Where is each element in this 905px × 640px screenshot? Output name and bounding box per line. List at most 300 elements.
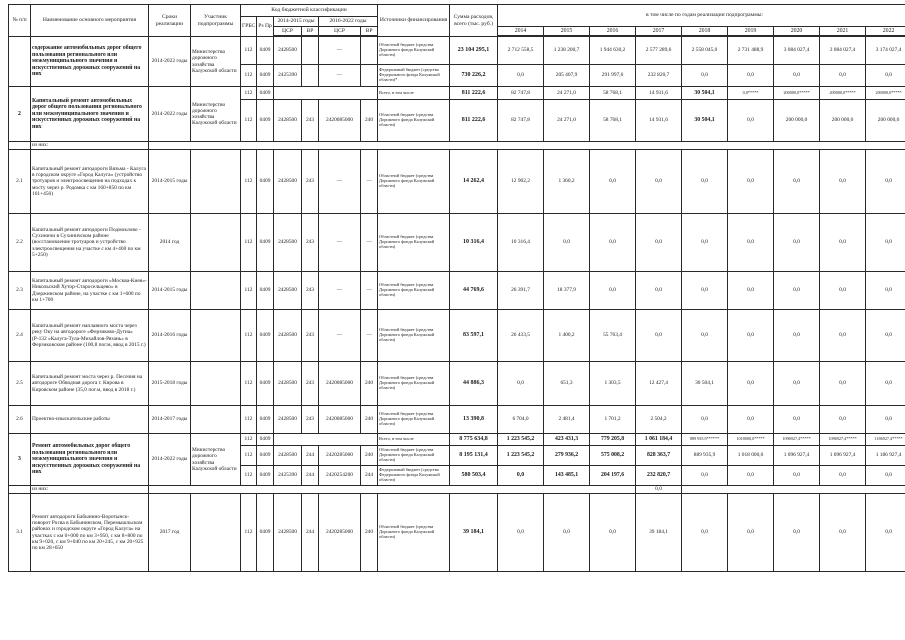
cell-grbs: 112 — [241, 272, 257, 310]
cell-year-value: 0,0 — [774, 214, 820, 272]
cell-year-value: 1 360,2 — [544, 150, 590, 214]
cell-grbs: 112 — [241, 434, 257, 446]
cell-year-value: 0,0 — [728, 65, 774, 87]
row-name: Проектно-изыскательские работы — [31, 406, 149, 434]
cell-source: Всего, в том числе — [378, 87, 450, 100]
header-period: Сроки реализации — [149, 5, 191, 37]
cell-total: 39 184,1 — [450, 494, 498, 572]
cell-year-value: 1096927,4***** — [774, 434, 820, 446]
cell-csr: 2428500 — [274, 214, 302, 272]
cell-year-value: 0,0 — [866, 272, 905, 310]
row-participant — [191, 272, 241, 310]
header-year: 2016 — [590, 27, 636, 36]
cell-year-value: 1186927,4***** — [866, 434, 905, 446]
cell-total: 811 222,6 — [450, 87, 498, 100]
cell-year-value: 26 391,7 — [498, 272, 544, 310]
cell-total: 44 769,6 — [450, 272, 498, 310]
cell-year-value: 82 747,8 — [498, 100, 544, 142]
row-period: 2014-2022 годы — [149, 37, 191, 87]
cell-year-value: 0,0 — [866, 65, 905, 87]
cell-csr: 2428500 — [274, 37, 302, 65]
cell-csr: 2420285000 — [319, 494, 361, 572]
cell-year-value: 0,0 — [728, 272, 774, 310]
cell-vr: 243 — [302, 406, 319, 434]
cell-rzpr: 0409 — [257, 446, 274, 466]
cell-rzpr: 0409 — [257, 87, 274, 100]
row-period: 2014 год — [149, 214, 191, 272]
cell-total: 811 222,6 — [450, 100, 498, 142]
cell-year-value: 0,0 — [728, 310, 774, 362]
cell-csr: 2420285000 — [319, 446, 361, 466]
row-participant — [191, 406, 241, 434]
row-participant — [191, 362, 241, 406]
cell-csr: 2428500 — [274, 446, 302, 466]
header-year: 2019 — [728, 27, 774, 36]
row-name: Капитальный ремонт моста через р. Песочня на автодороге Обводная дорога г. Кирова в Кировском районе (35,0 пог.м, ввод в 2018 г.) — [31, 362, 149, 406]
cell-year-value: 200000,0***** — [820, 87, 866, 100]
cell-source: Федеральный бюджет (средства Федерального фонда Калужской области)* — [378, 65, 450, 87]
cell-grbs: 112 — [241, 446, 257, 466]
cell-year-value: 291 997,6 — [590, 65, 636, 87]
cell-source: Областной бюджет (средства Дорожного фонда Калужской области) — [378, 272, 450, 310]
row-num: 2.6 — [9, 406, 31, 434]
cell-year-value: 0,0 — [682, 65, 728, 87]
cell-source: Областной бюджет (средства Дорожного фонда Калужской области) — [378, 406, 450, 434]
cell-year-value: 24 271,0 — [544, 87, 590, 100]
cell-source: Всего, в том числе — [378, 434, 450, 446]
cell-source: Областной бюджет (средства Дорожного фонда Калужской области) — [378, 446, 450, 466]
cell-year-value: 779 205,8 — [590, 434, 636, 446]
header-period-2014-2015: 2014-2015 годы — [274, 17, 319, 27]
cell-vr: 240 — [361, 100, 378, 142]
cell-csr: 2428500 — [274, 150, 302, 214]
cell-year-value: 1 223 545,2 — [498, 446, 544, 466]
header-rzpr: Рз Пр — [257, 17, 274, 37]
cell-year-value: 200000,0***** — [866, 87, 905, 100]
cell-year-value: 3 084 027,4 — [820, 37, 866, 65]
cell-empty — [274, 87, 378, 100]
cell-vr: — — [361, 272, 378, 310]
cell-year-value: 0,0 — [544, 494, 590, 572]
cell-year-value: 0,0 — [774, 406, 820, 434]
row-period: 2015-2018 годы — [149, 362, 191, 406]
cell-year-value: 1018000,0***** — [728, 434, 774, 446]
cell-year-value: 0,0 — [590, 272, 636, 310]
cell-year-value: 1 238 200,7 — [544, 37, 590, 65]
program-table-page — [8, 4, 901, 634]
cell-source: Областной бюджет (средства Дорожного фонда Калужской области) — [378, 150, 450, 214]
row-period: 2014-2015 годы — [149, 150, 191, 214]
cell-year-value: 26 433,5 — [498, 310, 544, 362]
row-subheading: из них: — [31, 142, 149, 150]
cell-year-value: 2 481,4 — [544, 406, 590, 434]
cell-year-value: 0,0 — [682, 406, 728, 434]
cell-year-value: 889 935,9****** — [682, 434, 728, 446]
cell-rzpr: 0409 — [257, 310, 274, 362]
header-participant: Участник подпрограммы — [191, 5, 241, 37]
cell-csr: 2420085000 — [319, 406, 361, 434]
cell-year-value: 39 184,1 — [636, 494, 682, 572]
cell-total: 580 503,4 — [450, 466, 498, 486]
row-num — [9, 37, 31, 87]
cell-year-value: 1 061 184,4 — [636, 434, 682, 446]
cell-empty — [149, 142, 905, 150]
table-row — [9, 150, 905, 214]
cell-csr: 2420254200 — [319, 466, 361, 486]
cell-csr: 2420085000 — [319, 362, 361, 406]
cell-vr: 240 — [361, 406, 378, 434]
cell-year-value: 0,0 — [590, 494, 636, 572]
cell-year-value: 1 400,2 — [544, 310, 590, 362]
cell-empty — [682, 486, 905, 494]
cell-source: Областной бюджет (средства Дорожного фонда Калужской области) — [378, 362, 450, 406]
cell-year-value: 0,0 — [728, 466, 774, 486]
row-name: Капитальный ремонт автодороги «Москва-Киев»-Никольский Хутор-Старосельцево» в Дзержинском районе, на участке с км 1+600 по км 1+700 — [31, 272, 149, 310]
cell-year-value: 10 316,4 — [498, 214, 544, 272]
cell-year-value: 0,0 — [682, 310, 728, 362]
cell-vr: 243 — [302, 310, 319, 362]
row-name: Капитальный ремонт автодороги Подмоклово - Сухиничи в Сухиничском районе (восстановление тротуаров и устройство электроосвещения на участке с км 4+400 по км 5+250) — [31, 214, 149, 272]
cell-rzpr: 0409 — [257, 494, 274, 572]
cell-year-value: 205 407,9 — [544, 65, 590, 87]
cell-grbs: 112 — [241, 310, 257, 362]
cell-total: 14 262,4 — [450, 150, 498, 214]
cell-year-value: 3 174 027,4 — [866, 37, 905, 65]
cell-year-value: 1 701,2 — [590, 406, 636, 434]
cell-vr: 244 — [302, 446, 319, 466]
cell-year-value: 0,0 — [866, 406, 905, 434]
cell-year-value: 82 747,8 — [498, 87, 544, 100]
cell-csr: 2428500 — [274, 406, 302, 434]
cell-year-value: 200 000,0 — [774, 100, 820, 142]
cell-csr: — — [319, 37, 361, 65]
cell-year-value: 3 084 027,4 — [774, 37, 820, 65]
cell-year-value: 0,0 — [820, 150, 866, 214]
cell-year-value: 0,0 — [774, 65, 820, 87]
row-num: 2.2 — [9, 214, 31, 272]
cell-total: 23 104 295,1 — [450, 37, 498, 65]
header-year: 2017 — [636, 27, 682, 36]
cell-total: 13 390,8 — [450, 406, 498, 434]
table-row — [9, 362, 905, 406]
cell-vr: 240 — [361, 446, 378, 466]
cell-year-value: 1 018 000,0 — [728, 446, 774, 466]
row-name: Капитальный ремонт автомобильных дорог общего пользования регионального или межмуниципального значения и искусственных дорожных сооружений на них — [31, 87, 149, 142]
cell-year-value: 1 303,5 — [590, 362, 636, 406]
cell-csr: — — [319, 150, 361, 214]
header-sources: Источники финансирования — [378, 5, 450, 37]
cell-grbs: 112 — [241, 362, 257, 406]
cell-grbs: 112 — [241, 494, 257, 572]
header-total: Сумма расходов, всего (тыс. руб.) — [450, 5, 498, 37]
row-name: Ремонт автомобильных дорог общего пользования регионального или межмуниципального значения и искусственных дорожных сооружений на них — [31, 434, 149, 486]
cell-vr: 244 — [302, 466, 319, 486]
header-grbs: ГРБС — [241, 17, 257, 37]
cell-year-value: 0,0 — [820, 494, 866, 572]
cell-year-value: 0,0 — [820, 310, 866, 362]
cell-year-value: 0,0 — [820, 406, 866, 434]
table-row — [9, 272, 905, 310]
budget-table — [8, 4, 905, 572]
cell-year-value: 0,0***** — [728, 87, 774, 100]
cell-csr: 2428500 — [274, 310, 302, 362]
row-period: 2017 год — [149, 494, 191, 572]
cell-csr: 2425390 — [274, 466, 302, 486]
header-vr-1: ВР — [302, 27, 319, 36]
row-num: 2.5 — [9, 362, 31, 406]
cell-year-value: 889 935,9 — [682, 446, 728, 466]
cell-vr: 243 — [302, 214, 319, 272]
cell-rzpr: 0409 — [257, 214, 274, 272]
cell-csr: — — [319, 65, 361, 87]
cell-rzpr: 0409 — [257, 65, 274, 87]
cell-year-value: 55 763,4 — [590, 310, 636, 362]
cell-year-value: 0,0 — [820, 272, 866, 310]
cell-year-value: 12 427,4 — [636, 362, 682, 406]
cell-source: Областной бюджет (средства Дорожного фонда Калужской области) — [378, 494, 450, 572]
row-participant — [191, 310, 241, 362]
cell-rzpr: 0409 — [257, 100, 274, 142]
cell-year-value: 0,0 — [498, 466, 544, 486]
table-row — [9, 87, 905, 100]
header-csr-1: ЦСР — [274, 27, 302, 36]
row-name: Капитальный ремонт наплавного моста через реку Оку на автодороге «Ферзиково-Дугна» (Р-132 «Калуга-Тула-Михайлов-Рязань» в Ферзиковском районе (100,8 пог.м, ввод в 2015 г.) — [31, 310, 149, 362]
cell-year-value: 0,0 — [774, 362, 820, 406]
cell-year-value: 0,0 — [728, 406, 774, 434]
cell-csr: 2425390 — [274, 65, 302, 87]
header-name: Наименование основного мероприятия — [31, 5, 149, 37]
cell-year-value: 204 197,6 — [590, 466, 636, 486]
cell-year-value: 0,0 — [820, 65, 866, 87]
cell-year-value: 0,0 — [728, 150, 774, 214]
row-num — [9, 486, 31, 494]
cell-year-value: 1 223 545,2 — [498, 434, 544, 446]
table-row — [9, 406, 905, 434]
row-period: 2014-2015 годы — [149, 272, 191, 310]
cell-year-value: 0,0 — [590, 214, 636, 272]
row-participant — [191, 494, 241, 572]
cell-year-value: 143 485,1 — [544, 466, 590, 486]
cell-year-value: 0,0 — [866, 494, 905, 572]
cell-rzpr: 0409 — [257, 406, 274, 434]
cell-source: Федеральный бюджет (средства Федерального фонда Калужской области) — [378, 466, 450, 486]
header-vr-2: ВР — [361, 27, 378, 36]
row-num — [9, 142, 31, 150]
header-year: 2018 — [682, 27, 728, 36]
cell-year-value: 2 731 488,9 — [728, 37, 774, 65]
cell-year-value: 0,0 — [728, 494, 774, 572]
cell-year-value: 651,3 — [544, 362, 590, 406]
cell-year-value: 0,0 — [498, 362, 544, 406]
cell-csr: 2428500 — [274, 362, 302, 406]
cell-year-value: 0,0 — [866, 310, 905, 362]
cell-year-value: 58 768,1 — [590, 87, 636, 100]
cell-year-value: 0,0 — [590, 150, 636, 214]
row-num: 3.1 — [9, 494, 31, 572]
table-row — [9, 214, 905, 272]
cell-csr: 2428500 — [274, 272, 302, 310]
cell-year-value: 14 931,6 — [636, 100, 682, 142]
header-year: 2021 — [820, 27, 866, 36]
header-csr-2: ЦСР — [319, 27, 361, 36]
table-row — [9, 310, 905, 362]
header-budget-code: Код бюджетной классификации — [241, 5, 378, 17]
cell-rzpr: 0409 — [257, 362, 274, 406]
cell-year-value: 828 363,7 — [636, 446, 682, 466]
cell-year-value: 200 000,0 — [820, 100, 866, 142]
cell-vr: 243 — [302, 272, 319, 310]
cell-year-value: 0,0 — [682, 466, 728, 486]
cell-year-value: 18 377,9 — [544, 272, 590, 310]
table-row — [9, 142, 905, 150]
cell-year-value: 0,0 — [774, 466, 820, 486]
cell-year-value: 1 096 927,4 — [820, 446, 866, 466]
cell-vr — [302, 37, 319, 65]
cell-year-value: 2 558 045,0 — [682, 37, 728, 65]
cell-rzpr: 0409 — [257, 272, 274, 310]
cell-year-value: 0,0 — [866, 214, 905, 272]
cell-year-value: 232 820,7 — [636, 466, 682, 486]
cell-csr: — — [319, 272, 361, 310]
cell-grbs: 112 — [241, 214, 257, 272]
cell-year-value: 0,0 — [498, 494, 544, 572]
row-period: 2014-2016 годы — [149, 310, 191, 362]
cell-year-value: 1096927,4***** — [820, 434, 866, 446]
cell-year-value: 6 704,0 — [498, 406, 544, 434]
cell-year-value: 58 768,1 — [590, 100, 636, 142]
row-num: 2.1 — [9, 150, 31, 214]
cell-total: 8 195 131,4 — [450, 446, 498, 466]
cell-vr: — — [361, 214, 378, 272]
header-year: 2015 — [544, 27, 590, 36]
cell-vr: — — [361, 150, 378, 214]
cell-grbs: 112 — [241, 37, 257, 65]
cell-grbs: 112 — [241, 150, 257, 214]
table-row — [9, 494, 905, 572]
header-period-2016-2022: 2016-2022 годы — [319, 17, 378, 27]
cell-year-value: 24 271,0 — [544, 100, 590, 142]
cell-year-value: 0,0 — [682, 214, 728, 272]
cell-year-value: 0,0 — [682, 272, 728, 310]
cell-year-value: 0,0 — [820, 214, 866, 272]
cell-year-value: 0,0 — [774, 310, 820, 362]
header-year: 2022 — [866, 27, 905, 36]
cell-year-value: 0,0 — [682, 150, 728, 214]
cell-vr — [302, 65, 319, 87]
header-year: 2020 — [774, 27, 820, 36]
cell-source: Областной бюджет (средства Дорожного фонда Калужской области) — [378, 100, 450, 142]
cell-year-value: 0,0 — [866, 150, 905, 214]
header-year: 2014 — [498, 27, 544, 36]
cell-vr: 243 — [302, 150, 319, 214]
row-participant: Министерство дорожного хозяйства Калужской области — [191, 37, 241, 87]
cell-vr — [361, 65, 378, 87]
row-name: содержание автомобильных дорог общего пользования регионального или межмуниципального значения и искусственных дорожных сооружений на них — [31, 37, 149, 87]
cell-empty — [149, 486, 636, 494]
cell-year-value: 12 902,2 — [498, 150, 544, 214]
cell-rzpr: 0409 — [257, 37, 274, 65]
cell-year-value: 0,0 — [728, 214, 774, 272]
cell-year-value: 0,0 — [636, 310, 682, 362]
row-num: 3 — [9, 434, 31, 486]
cell-year-value: 1 096 927,4 — [774, 446, 820, 466]
cell-year-value: 0,0 — [728, 362, 774, 406]
cell-csr: 2420085000 — [319, 100, 361, 142]
row-num: 2.3 — [9, 272, 31, 310]
cell-grbs: 112 — [241, 406, 257, 434]
cell-year-value: 0,0 — [544, 214, 590, 272]
cell-rzpr: 0409 — [257, 434, 274, 446]
cell-vr — [361, 37, 378, 65]
row-period: 2014-2022 годы — [149, 87, 191, 142]
cell-year-value: 200000,0***** — [774, 87, 820, 100]
cell-year-value: 0,0 — [682, 494, 728, 572]
cell-vr: 240 — [361, 362, 378, 406]
cell-total: 730 226,2 — [450, 65, 498, 87]
row-num: 2 — [9, 87, 31, 142]
cell-csr: 2428500 — [274, 100, 302, 142]
cell-csr: 2428500 — [274, 494, 302, 572]
row-participant: Министерство дорожного хозяйства Калужской области — [191, 87, 241, 142]
cell-total: 8 775 634,8 — [450, 434, 498, 446]
row-subheading: из них: — [31, 486, 149, 494]
row-period: 2014-2017 годы — [149, 406, 191, 434]
cell-year-value: 0,0 — [820, 362, 866, 406]
cell-year-value: 575 008,2 — [590, 446, 636, 466]
cell-year-value: 423 431,3 — [544, 434, 590, 446]
cell-grbs: 112 — [241, 100, 257, 142]
cell-vr: 244 — [361, 466, 378, 486]
cell-year-value: 2 712 558,5 — [498, 37, 544, 65]
cell-year-value: 200 000,0 — [866, 100, 905, 142]
cell-grbs: 112 — [241, 466, 257, 486]
cell-year-value: 1 944 630,2 — [590, 37, 636, 65]
cell-year-value: 0,0 — [728, 100, 774, 142]
cell-source: Областной бюджет (средства Дорожного фонда Калужской области) — [378, 214, 450, 272]
cell-rzpr: 0409 — [257, 150, 274, 214]
cell-year-value: 30 504,1 — [682, 87, 728, 100]
cell-rzpr: 0409 — [257, 466, 274, 486]
cell-csr: — — [319, 214, 361, 272]
cell-year-value: 14 931,6 — [636, 87, 682, 100]
cell-year-value: 0,0 — [820, 466, 866, 486]
row-num: 2.4 — [9, 310, 31, 362]
cell-year-value: 30 504,1 — [682, 362, 728, 406]
cell-year-value: 2 504,2 — [636, 406, 682, 434]
cell-year-value: 2 577 289,6 — [636, 37, 682, 65]
cell-vr: 240 — [361, 494, 378, 572]
cell-source: Областной бюджет (средства Дорожного фонда Калужской области) — [378, 310, 450, 362]
row-participant: Министерство дорожного хозяйства Калужской области — [191, 434, 241, 486]
cell-csr: — — [319, 310, 361, 362]
row-participant — [191, 214, 241, 272]
row-name: Ремонт автодороги Бабынино-Воротынск-поворот Росва в Бабынинском, Перемышльском районах и городском округе «Город Калуга» на участках с км 0+000 по км 3+950, с км 8+800 по км 9+020, с км 9+040 по км 20+245, с км 20+925 по км 28+650 — [31, 494, 149, 572]
table-row — [9, 486, 905, 494]
cell-year-value: 1 186 927,4 — [866, 446, 905, 466]
header-by-years: в том числе по годам реализации подпрограммы: — [498, 5, 905, 27]
cell-grbs: 112 — [241, 87, 257, 100]
cell-year-value: 30 504,1 — [682, 100, 728, 142]
cell-vr: 243 — [302, 362, 319, 406]
row-name: Капитальный ремонт автодороги Вязьма - Калуга в городском округе «Город Калуга» (устройство тротуаров и электроосвещения на подходах к мосту через р. Родомка с км 160+850 по км 161+450) — [31, 150, 149, 214]
cell-year-value: 232 820,7 — [636, 65, 682, 87]
cell-year-value: 0,0 — [636, 486, 682, 494]
cell-empty — [274, 434, 378, 446]
cell-year-value: 0,0 — [774, 494, 820, 572]
header-num: № п/п — [9, 5, 31, 37]
cell-year-value: 0,0 — [636, 214, 682, 272]
cell-source: Областной бюджет (средства Дорожного фонда Калужской области) — [378, 37, 450, 65]
